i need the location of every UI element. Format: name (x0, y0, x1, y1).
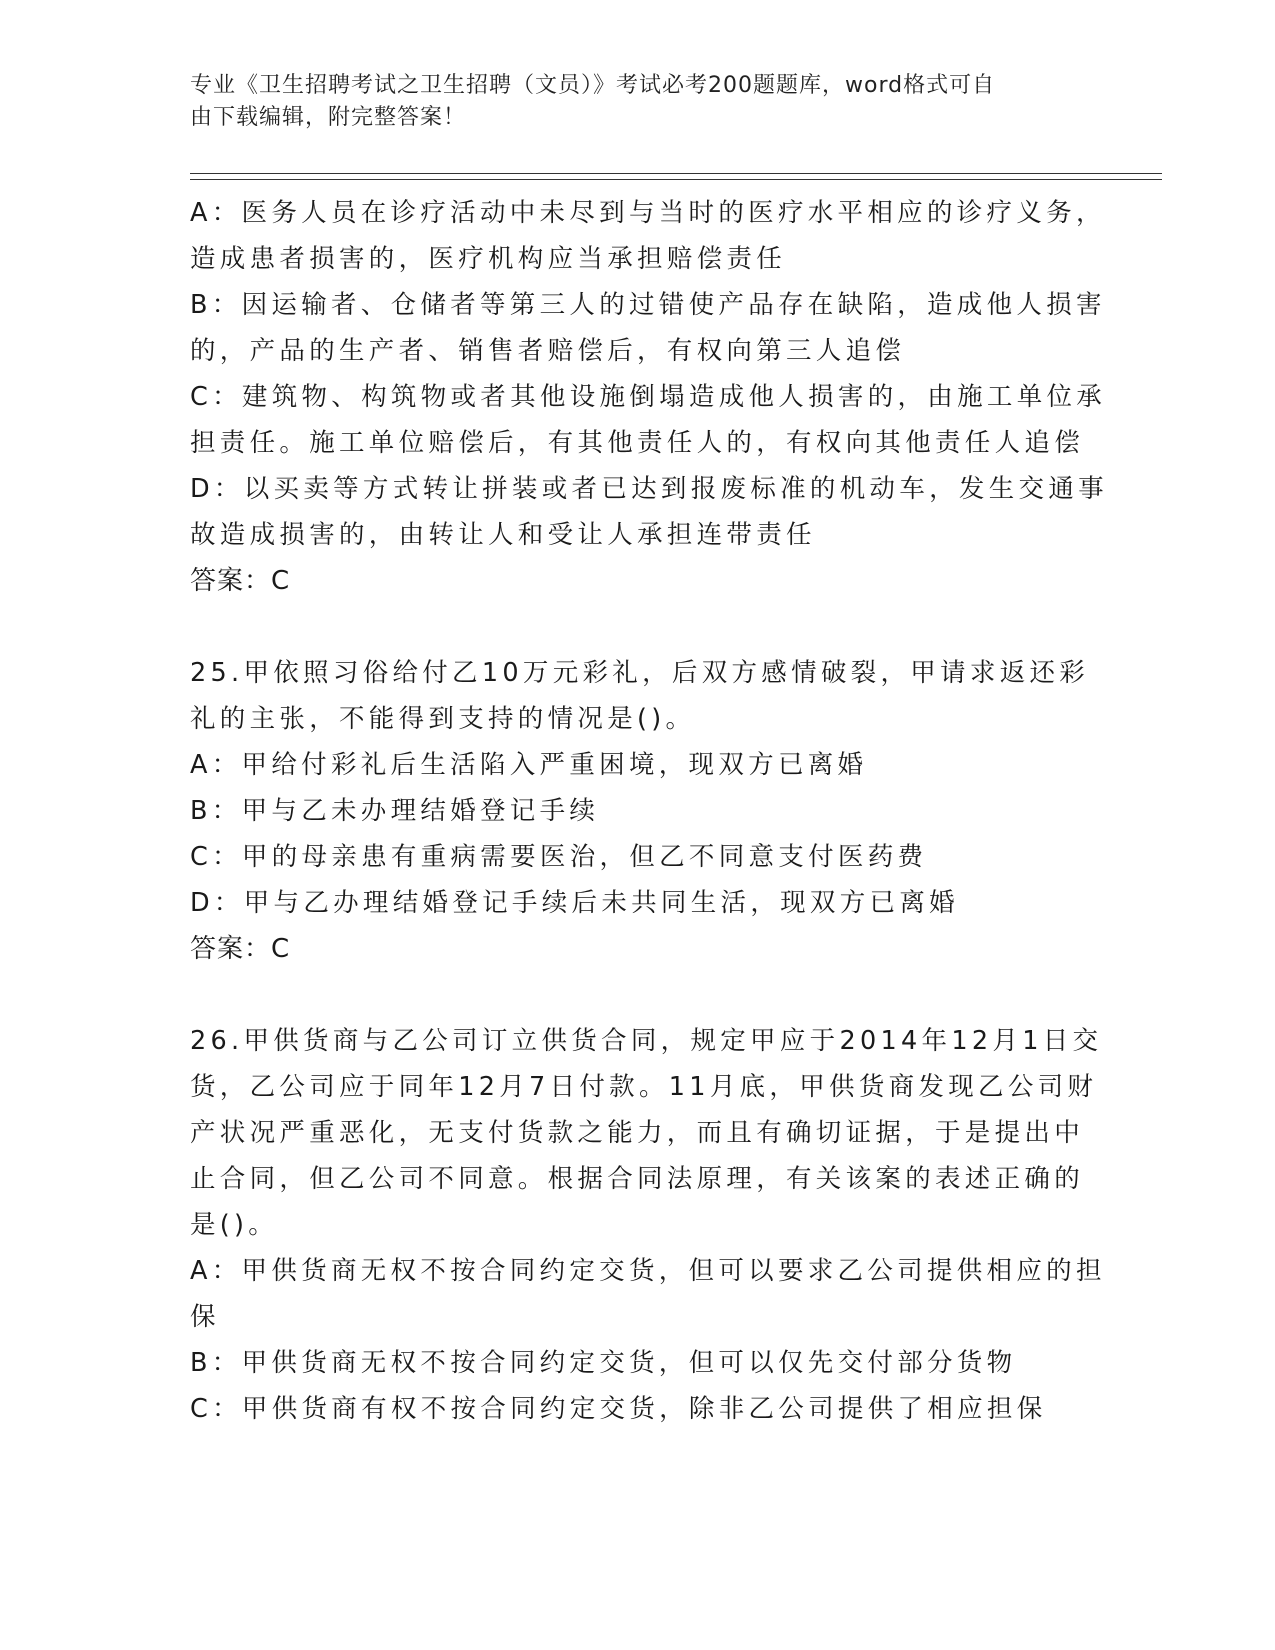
answer-line: 答案：C (190, 934, 291, 964)
option-line: B：因运输者、仓储者等第三人的过错使产品存在缺陷，造成他人损害 (190, 290, 1106, 320)
option-line: B：甲与乙未办理结婚登记手续 (190, 796, 600, 826)
question-stem-line: 26.甲供货商与乙公司订立供货合同，规定甲应于2014年12月1日交 (190, 1026, 1103, 1056)
spacer (190, 972, 1090, 1018)
spacer (190, 604, 1090, 650)
answer-line: 答案：C (190, 566, 291, 596)
header-line-1: 专业《卫生招聘考试之卫生招聘（文员）》考试必考200题题库，word格式可自 (190, 73, 996, 98)
question-stem-line: 25.甲依照习俗给付乙10万元彩礼，后双方感情破裂，甲请求返还彩 (190, 658, 1090, 688)
option-line: A：医务人员在诊疗活动中未尽到与当时的医疗水平相应的诊疗义务， (190, 198, 1106, 228)
option-line: 的，产品的生产者、销售者赔偿后，有权向第三人追偿 (190, 336, 906, 366)
header-divider-bottom (190, 179, 1162, 180)
option-line: C：甲的母亲患有重病需要医治，但乙不同意支付医药费 (190, 842, 928, 872)
option-line: B：甲供货商无权不按合同约定交货，但可以仅先交付部分货物 (190, 1348, 1017, 1378)
header-line-2: 由下载编辑，附完整答案！ (190, 105, 467, 130)
question-stem-line: 止合同，但乙公司不同意。根据合同法原理，有关该案的表述正确的 (190, 1164, 1085, 1194)
question-26 (190, 1018, 1106, 1432)
option-line: 担责任。施工单位赔偿后，有其他责任人的，有权向其他责任人追偿 (190, 428, 1085, 458)
question-stem-line: 是()。 (190, 1210, 279, 1240)
question-stem-line: 货，乙公司应于同年12月7日付款。11月底，甲供货商发现乙公司财 (190, 1072, 1098, 1102)
option-line: 造成患者损害的，医疗机构应当承担赔偿责任 (190, 244, 787, 274)
option-line: A：甲给付彩礼后生活陷入严重困境，现双方已离婚 (190, 750, 868, 780)
question-24-options (190, 190, 1108, 604)
document-body (190, 190, 1108, 1432)
option-line: A：甲供货商无权不按合同约定交货，但可以要求乙公司提供相应的担 (190, 1256, 1106, 1286)
option-line: 故造成损害的，由转让人和受让人承担连带责任 (190, 520, 816, 550)
header-divider-top (190, 173, 1162, 174)
document-header (190, 70, 1090, 134)
question-stem-line: 礼的主张，不能得到支持的情况是()。 (190, 704, 696, 734)
option-line: C：建筑物、构筑物或者其他设施倒塌造成他人损害的，由施工单位承 (190, 382, 1107, 412)
option-line: 保 (190, 1302, 220, 1332)
question-stem-line: 产状况严重恶化，无支付货款之能力，而且有确切证据，于是提出中 (190, 1118, 1085, 1148)
option-line: C：甲供货商有权不按合同约定交货，除非乙公司提供了相应担保 (190, 1394, 1047, 1424)
option-line: D：甲与乙办理结婚登记手续后未共同生活，现双方已离婚 (190, 888, 959, 918)
option-line: D：以买卖等方式转让拼装或者已达到报废标准的机动车，发生交通事 (190, 474, 1108, 504)
question-25 (190, 650, 1090, 972)
